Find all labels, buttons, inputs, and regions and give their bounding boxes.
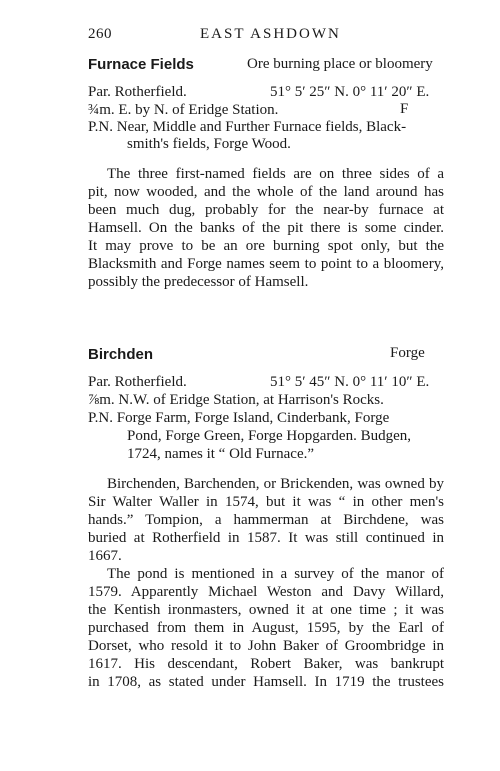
paragraph-line: The three first-named fields are on three sides of a	[107, 166, 444, 182]
paragraph-line: 1579. Apparently Michael Weston and Davy Willard,	[88, 584, 444, 600]
entry-coordinates: 51° 5′ 45″ N. 0° 11′ 10″ E.	[270, 374, 430, 390]
entry-parish: Par. Rotherfield.	[88, 84, 187, 100]
entry-parish: Par. Rotherfield.	[88, 374, 187, 390]
entry-place-names: P.N. Near, Middle and Further Furnace fields, Black-	[88, 119, 407, 135]
paragraph-line: 1617. His descendant, Robert Baker, was bankrupt	[88, 656, 444, 672]
entry-place-names: P.N. Forge Farm, Forge Island, Cinderbank, Forge	[88, 410, 390, 426]
entry-place-names-cont: smith's fields, Forge Wood.	[127, 136, 291, 152]
entry-location: ⅞m. N.W. of Eridge Station, at Harrison's Rocks.	[88, 392, 384, 408]
entry-type: Forge	[390, 345, 425, 361]
paragraph-line: purchased from them in August, 1595, by the Earl of	[88, 620, 444, 636]
entry-map-mark: F	[400, 101, 409, 117]
entry-coordinates: 51° 5′ 25″ N. 0° 11′ 20″ E.	[270, 84, 430, 100]
paragraph-line: been much dug, probably for the near-by furnace at	[88, 202, 444, 218]
paragraph-line: 1667.	[88, 548, 122, 564]
paragraph-line: Sir Walter Waller in 1574, but it was “ in other men's	[88, 494, 444, 510]
paragraph-line: buried at Rotherfield in 1587. It was still continued in	[88, 530, 444, 546]
paragraph-line: Hamsell. On the banks of the pit there is some cinder.	[88, 220, 444, 236]
paragraph-line: hands.” Tompion, a hammerman at Birchdene, was	[88, 512, 444, 528]
paragraph-line: pit, now wooded, and the whole of the land around has	[88, 184, 444, 200]
paragraph-line: Blacksmith and Forge names seem to point to a bloomery,	[88, 256, 444, 272]
page-number: 260	[88, 26, 112, 42]
paragraph-line: in 1708, as stated under Hamsell. In 1719 the trustees	[88, 674, 444, 690]
paragraph-line: the Kentish ironmasters, owned it at one time ; it was	[88, 602, 444, 618]
running-title: EAST ASHDOWN	[200, 26, 341, 42]
paragraph-line: Dorset, who resold it to John Baker of Groombridge in	[88, 638, 444, 654]
paragraph-line: The pond is mentioned in a survey of the manor of	[107, 566, 444, 582]
paragraph-line: Birchenden, Barchenden, or Brickenden, was owned by	[107, 476, 444, 492]
paragraph-line: possibly the predecessor of Hamsell.	[88, 274, 309, 290]
entry-location: ¾m. E. by N. of Eridge Station.	[88, 102, 279, 118]
entry-type: Ore burning place or bloomery	[247, 56, 433, 72]
entry-name: Birchden	[88, 346, 154, 363]
entry-place-names-cont: 1724, names it “ Old Furnace.”	[127, 446, 315, 462]
entry-name: Furnace Fields	[88, 56, 194, 73]
paragraph-line: It may prove to be an ore burning spot only, but the	[88, 238, 444, 254]
entry-place-names-cont: Pond, Forge Green, Forge Hopgarden. Budgen,	[127, 428, 411, 444]
